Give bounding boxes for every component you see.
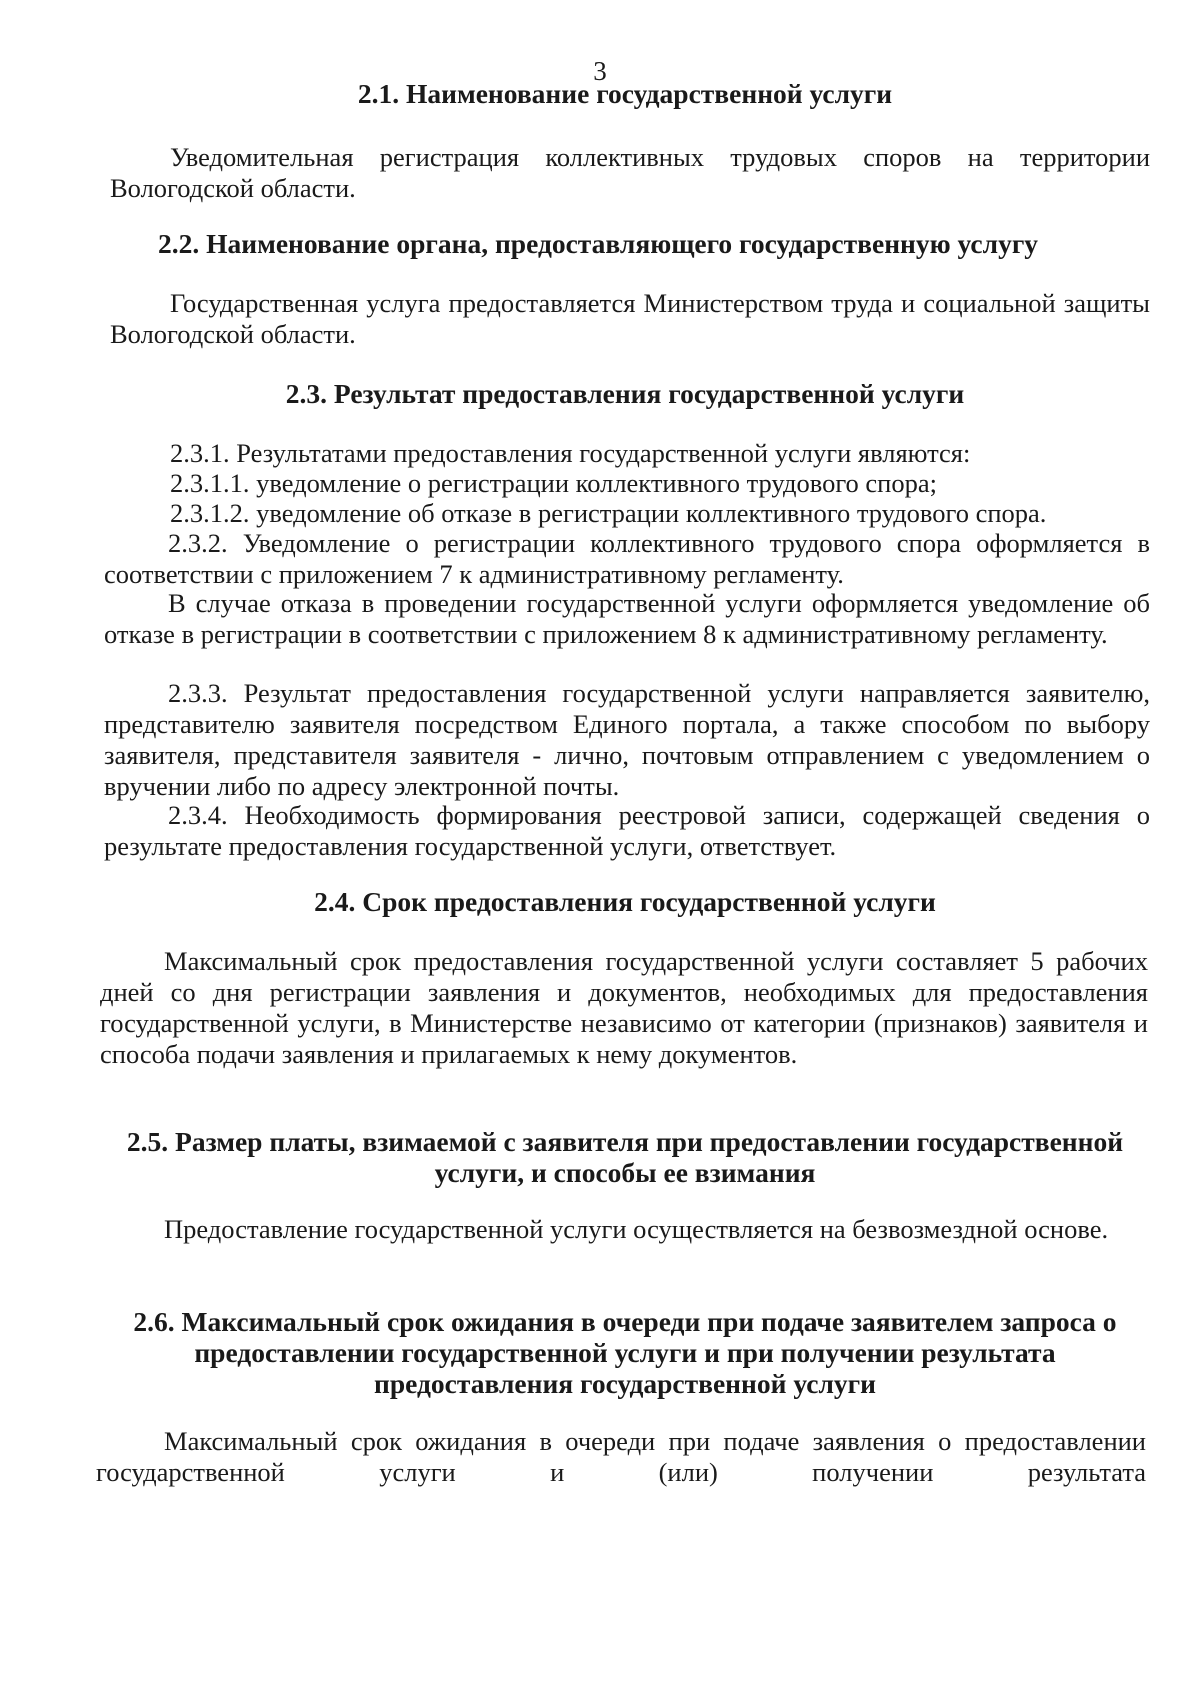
section-2-3-4: 2.3.4. Необходимость формирования реестровой записи, содержащей сведения о результате предоставления государственной услуги, ответствует. (104, 800, 1150, 861)
section-2-4-heading: 2.4. Срок предоставления государственной услуги (314, 886, 936, 917)
section-2-5-heading-line1: 2.5. Размер платы, взимаемой с заявителя при предоставлении государственной (126, 1126, 1124, 1157)
section-2-2-text: Государственная услуга предоставляется Министерством труда и социальной защиты Вологодской области. (110, 288, 1150, 349)
section-2-6-heading-line3: предоставления государственной услуги (374, 1368, 876, 1399)
section-2-1-text: Уведомительная регистрация коллективных трудовых споров на территории Вологодской области. (110, 142, 1150, 203)
section-2-6-heading-line2: предоставлении государственной услуги и при получении результата (194, 1337, 1056, 1368)
section-2-4-text: Максимальный срок предоставления государственной услуги составляет 5 рабочих дней со дня регистрации заявления и документов, необходимых для предоставления государственной услуги, в Министерстве независимо от категории (признаков) заявителя и способа подачи заявления и прилагаемых к нему документов. (100, 946, 1148, 1069)
section-2-5-heading-line2: услуги, и способы ее взимания (434, 1157, 816, 1188)
section-2-6-heading-line1: 2.6. Максимальный срок ожидания в очереди при подаче заявителем запроса о (133, 1306, 1117, 1337)
section-2-3-2: 2.3.2. Уведомление о регистрации коллективного трудового спора оформляется в соответствии с приложением 7 к административному регламенту. (104, 528, 1150, 589)
section-2-3-1-1: 2.3.1.1. уведомление о регистрации коллективного трудового спора; (170, 468, 937, 498)
section-2-2-heading: 2.2. Наименование органа, предоставляющего государственную услугу (158, 228, 1039, 259)
section-2-6-text: Максимальный срок ожидания в очереди при подаче заявления о предоставлении государственной услуги и (или) получении результата (96, 1426, 1146, 1487)
section-2-3-1: 2.3.1. Результатами предоставления государственной услуги являются: (170, 438, 971, 468)
section-2-3-3: 2.3.3. Результат предоставления государственной услуги направляется заявителю, представителю заявителя посредством Единого портала, а также способом по выбору заявителя, представителя заявителя - лично, почтовым отправлением с уведомлением о вручении либо по адресу электронной почты. (104, 678, 1150, 801)
section-2-3-2-refusal: В случае отказа в проведении государственной услуги оформляется уведомление об отказе в регистрации в соответствии с приложением 8 к административному регламенту. (104, 588, 1150, 649)
section-2-3-heading: 2.3. Результат предоставления государственной услуги (285, 378, 965, 409)
section-2-1-heading: 2.1. Наименование государственной услуги (357, 78, 893, 109)
page-number: 3 (593, 56, 607, 86)
section-2-3-1-2: 2.3.1.2. уведомление об отказе в регистрации коллективного трудового спора. (170, 498, 1047, 528)
section-2-5-text: Предоставление государственной услуги осуществляется на безвозмездной основе. (164, 1214, 1109, 1244)
